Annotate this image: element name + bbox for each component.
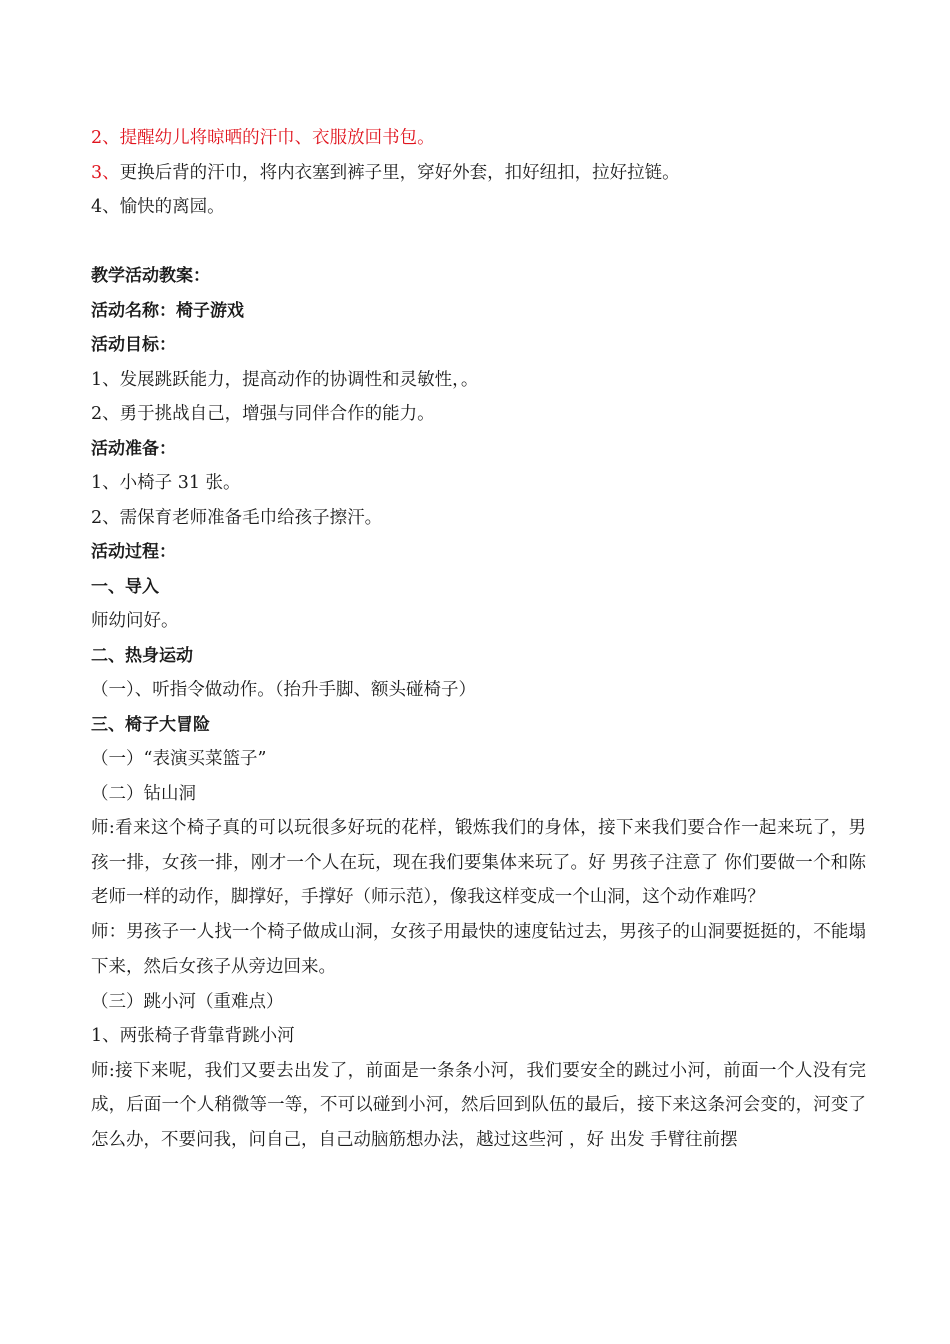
section-1-title: 一、导入	[91, 576, 159, 597]
process-heading: 活动过程：	[91, 542, 176, 562]
sub-3-item-1: 1、两张椅子背靠背跳小河	[91, 1026, 295, 1047]
closing-step-text: 更换后背的汗巾，将内衣塞到裤子里，穿好外套，扣好纽扣，拉好拉链。	[119, 162, 680, 183]
closing-step-text: 愉快的离园。	[119, 197, 225, 217]
closing-step-number: 4、	[91, 197, 120, 217]
prep-item: 2、需保育老师准备毛巾给孩子擦汗。	[91, 507, 383, 528]
section-3-sub-3: （三）跳小河（重难点）	[91, 991, 284, 1012]
blank-line	[91, 225, 866, 260]
paragraph-tunnel-2: 师：男孩子一人找一个椅子做成山洞，女孩子用最快的速度钻过去，男孩子的山洞要挺挺的，不能塌下来，然后女孩子从旁边回来。	[91, 922, 866, 977]
prep-heading: 活动准备：	[91, 438, 176, 459]
section-3-title: 三、椅子大冒险	[91, 714, 210, 735]
activity-name: 活动名称：椅子游戏	[91, 300, 244, 321]
prep-item: 1、小椅子 31 张。	[91, 473, 241, 493]
closing-step-3	[91, 156, 866, 191]
section-1-text: 师幼问好。	[91, 611, 179, 631]
section-3-sub-1: （一）“表演买菜篮子”	[91, 749, 267, 769]
closing-step-2	[91, 121, 866, 156]
plan-heading: 教学活动教案：	[91, 266, 210, 286]
paragraph-tunnel-1: 师:看来这个椅子真的可以玩很多好玩的花样，锻炼我们的身体，接下来我们要合作一起来玩了，男孩一排，女孩一排，刚才一个人在玩，现在我们要集体来玩了。好 男孩子注意了 你们要做一个和陈老师一样的动作，脚撑好，手撑好（师示范），像我这样变成一个山洞，这个动作难吗？	[91, 818, 866, 908]
document-page	[91, 121, 866, 1158]
section-3-sub-2: （二）钻山洞	[91, 783, 196, 804]
section-2-title: 二、热身运动	[91, 645, 193, 666]
closing-step-text: 提醒幼儿将晾晒的汗巾、衣服放回书包。	[119, 128, 435, 148]
goal-item: 1、发展跳跃能力，提高动作的协调性和灵敏性，。	[91, 369, 479, 390]
closing-step-number: 2、	[91, 128, 120, 148]
goals-heading: 活动目标：	[91, 335, 176, 355]
section-2-text: （一）、听指令做动作。（抬升手脚、额头碰椅子）	[91, 680, 476, 700]
closing-step-number: 3、	[91, 162, 120, 183]
closing-step-4	[91, 190, 866, 225]
paragraph-river: 师:接下来呢，我们又要去出发了，前面是一条条小河，我们要安全的跳过小河，前面一个人没有完成，后面一个人稍微等一等，不可以碰到小河，然后回到队伍的最后，接下来这条河会变的，河变了怎么办，不要问我，问自己，自己动脑筋想办法，越过这些河 ，好 出发 手臂往前摆	[91, 1060, 866, 1150]
goal-item: 2、勇于挑战自己，增强与同伴合作的能力。	[91, 404, 435, 424]
